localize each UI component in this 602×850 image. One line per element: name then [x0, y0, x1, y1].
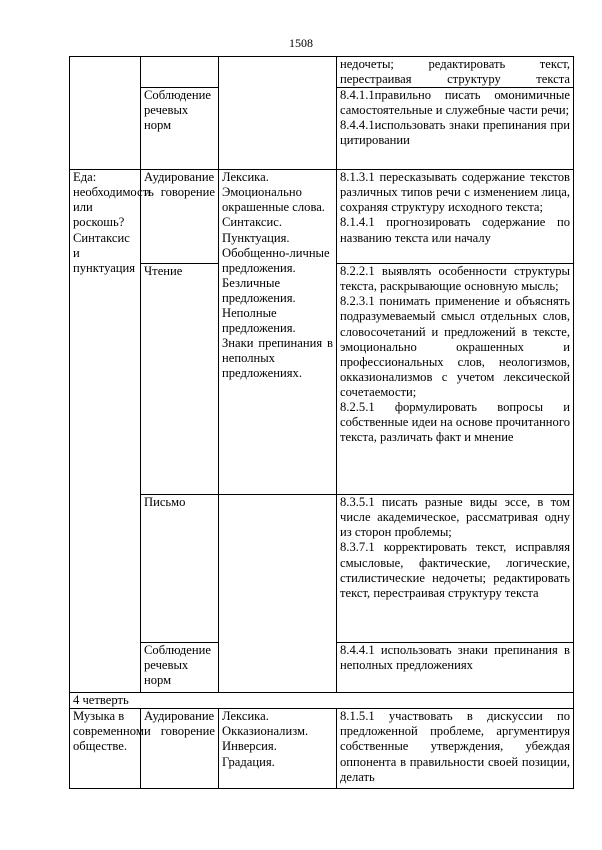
topic-cell-continued: [70, 57, 141, 170]
content-item: Пунктуация.: [222, 230, 290, 245]
topic-label: Музыка в современном обществе.: [73, 709, 144, 754]
objective-cell: [337, 57, 574, 88]
content-item: Лексика.: [222, 170, 269, 185]
objective-text: 8.1.4.1 прогнозировать содержание по названию текста или началу: [340, 215, 570, 245]
objective-text: 8.4.1.1правильно писать омонимичные самостоятельные и служебные части речи;: [340, 88, 570, 118]
objective-cell: [337, 709, 574, 789]
objective-text: недочеты; редактировать текст, перестраивая структуру текста: [340, 57, 570, 87]
objective-cell: [337, 88, 574, 170]
quarter-cell: [70, 693, 574, 709]
curriculum-table: [69, 56, 574, 789]
objective-text: 8.3.5.1 писать разные виды эссе, в том числе академическое, рассматривая одну из сторон проблемы;: [340, 495, 570, 540]
content-item: Лексика.: [222, 709, 269, 724]
objective-text: 8.3.7.1 корректировать текст, исправляя смысловые, фактические, логические, стилистические недочеты; редактировать текст, перестраивая структуру текста: [340, 540, 570, 600]
content-item: Градация.: [222, 754, 275, 769]
content-cell-continued: [219, 57, 337, 170]
table-row: [70, 57, 574, 88]
table-row: [70, 709, 574, 789]
topic-label: Еда: необходимость или роскошь? Синтаксис и пунктуация: [73, 170, 154, 275]
table-row: [70, 170, 574, 264]
topic-cell: [70, 170, 154, 693]
objective-text: 8.2.2.1 выявлять особенности структуры текста, раскрывающие основную мысль;: [340, 264, 570, 294]
skill-label: Аудирование и говорение: [144, 170, 215, 200]
content-item: Обобщенно-личные предложения.: [222, 245, 330, 275]
content-cell: [219, 170, 337, 495]
skill-label: Соблюдение речевых норм: [144, 88, 211, 133]
skill-label: Соблюдение речевых норм: [144, 643, 211, 688]
skill-cell: [141, 643, 219, 693]
objective-cell: [337, 495, 574, 643]
objective-text: 8.1.3.1 пересказывать содержание текстов различных типов речи с изменением лица, сохраняя структуру исходного текста;: [340, 170, 570, 215]
content-item: Эмоционально окрашенные слова.: [222, 185, 325, 215]
objective-cell: [337, 170, 574, 264]
skill-cell: [141, 88, 219, 170]
content-cell-empty: [219, 495, 337, 693]
table-row: [70, 495, 574, 643]
objective-text: 8.4.4.1использовать знаки препинания при цитировании: [340, 118, 570, 148]
table-row: [70, 693, 574, 709]
skill-cell: [141, 264, 219, 495]
skill-label: Чтение: [144, 264, 183, 279]
content-item: Синтаксис.: [222, 215, 282, 230]
objective-cell: [337, 643, 574, 693]
content-item: Окказионализм.: [222, 724, 309, 739]
skill-cell-continued: [141, 57, 219, 88]
topic-cell: [70, 709, 144, 789]
objective-cell: [337, 264, 574, 495]
content-item: Неполные предложения.: [222, 306, 296, 336]
skill-cell: [141, 495, 219, 643]
objective-text: 8.2.3.1 понимать применение и объяснять подразумеваемый смысл отдельных слов, словосочетаний и предложений в тексте, эмоционально окрашенных и профессиональных слов, неологизмов, окказионализмов с учетом лексической сочетаемости;: [340, 294, 570, 399]
skill-cell: [141, 709, 219, 789]
quarter-label: 4 четверть: [73, 693, 129, 708]
objective-text: 8.2.5.1 формулировать вопросы и собственные идеи на основе прочитанного текста, различать факт и мнение: [340, 400, 570, 445]
content-item: Знаки препинания в неполных предложениях.: [222, 336, 333, 381]
skill-cell: [141, 170, 219, 264]
content-item: Инверсия.: [222, 739, 277, 754]
content-item: Безличные предложения.: [222, 275, 296, 305]
objective-text: 8.1.5.1 участвовать в дискуссии по предложенной проблеме, аргументируя собственные утверждения, убеждая оппонента в правильности своей позиции, делать: [340, 709, 570, 784]
skill-label: Аудирование и говорение: [144, 709, 215, 739]
content-cell: [219, 709, 337, 789]
skill-label: Письмо: [144, 495, 186, 510]
page-number: 1508: [289, 36, 313, 50]
objective-text: 8.4.4.1 использовать знаки препинания в неполных предложениях: [340, 643, 570, 673]
